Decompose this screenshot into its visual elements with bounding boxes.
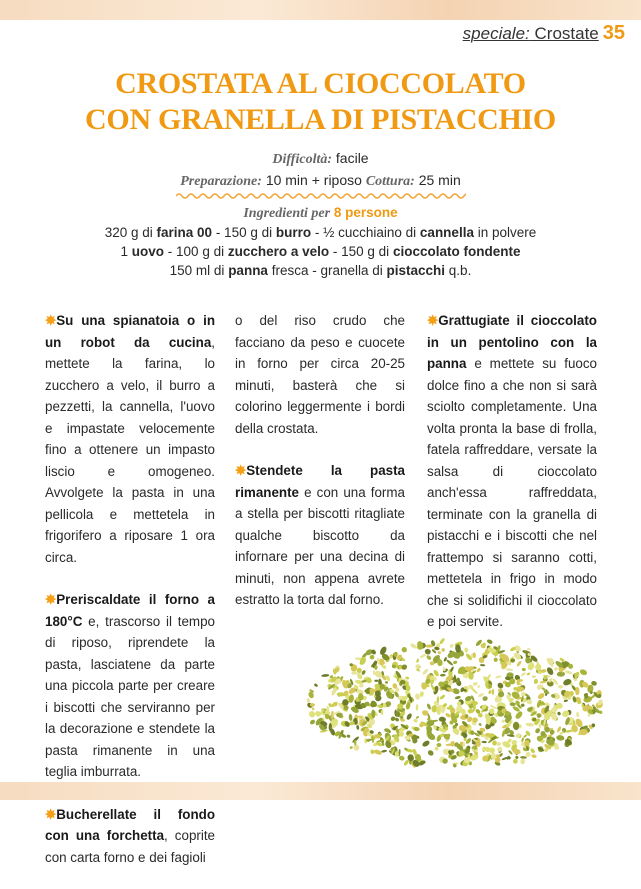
step-paragraph [45, 589, 215, 783]
ingredient-line [0, 242, 641, 261]
step-lead: Stendete la pasta rimanente [235, 463, 405, 500]
pistachio-crumb [564, 699, 569, 702]
ingredient-text: 320 g di [104, 225, 157, 240]
pistachio-crumb [537, 692, 546, 700]
pistachio-crumb [523, 734, 527, 738]
pistachio-crumb [531, 754, 537, 759]
pistachio-crumb [433, 669, 440, 677]
pistachio-crumb [480, 664, 485, 667]
pistachio-crumb [426, 703, 432, 710]
title-line-1: CROSTATA AL CIOCCOLATO [115, 67, 526, 100]
difficulty-value: facile [335, 150, 369, 166]
pistachio-crumb [369, 654, 375, 660]
pistachio-crumb [502, 719, 505, 723]
cook-label: Cottura: [365, 174, 415, 189]
pistachio-crumb [554, 667, 559, 672]
section-label: speciale: [462, 24, 530, 43]
star-bullet-icon: ✸ [427, 313, 439, 328]
pistachio-crumb [530, 748, 536, 754]
step-text: o del riso crudo che facciano da peso e cuocete in forno per circa 20-25 minuti, basterà che si colorino leggermente i bordi della crostata. [235, 313, 405, 436]
ingredients-label: Ingredienti per [243, 206, 331, 221]
pistachio-crumb [413, 719, 418, 723]
prep-label: Preparazione: [180, 174, 262, 189]
pistachio-crumb [536, 712, 542, 718]
page-number: 35 [602, 22, 625, 44]
step-paragraph [235, 310, 405, 439]
pistachio-crumb [546, 666, 555, 676]
pistachio-crumb [525, 722, 534, 727]
servings: 8 persone [333, 205, 398, 220]
pistachio-crumb [579, 668, 588, 676]
pistachio-crumb [458, 671, 466, 674]
ingredient-name: cannella [419, 225, 474, 240]
step-lead: Preriscaldate il forno a 180°C [45, 592, 215, 629]
pistachio-crumb [556, 726, 562, 733]
pistachio-crumb [370, 749, 375, 755]
pistachio-crumb [307, 698, 310, 703]
pistachio-crumb [419, 653, 427, 659]
pistachio-crumb [351, 671, 357, 675]
pistachio-crumb [477, 685, 481, 689]
pistachio-crumb [506, 668, 514, 671]
pistachio-crumb [557, 671, 566, 677]
star-bullet-icon: ✸ [45, 313, 57, 328]
pistachio-crumb [416, 704, 419, 711]
ingredients [0, 203, 641, 280]
pistachio-crumb [312, 707, 314, 710]
pistachio-crumb [416, 658, 420, 663]
step-text: e mettete su fuoco dolce fino a che non si sarà sciolto completamente. Una volta pronta la base di frolla, fatela raffreddare, versate la salsa di cioccolato anch'essa raffreddata, terminate con la granella di pistacchi e i biscotti che nel frattempo si saranno cotti, mettetela in frigo in modo che si solidifichi il cioccolato e poi servite. [427, 356, 597, 629]
pistachio-crumb [314, 683, 319, 688]
pistachio-crumb [576, 712, 579, 718]
step-text: , mettete la farina, lo zucchero a velo, il burro a pezzetti, la cannella, l'uovo e impastate velocemente fino a ottenere un impasto liscio e omogeneo. Avvolgete la pasta in una pellicola e mettetela in frigorifero a riposare 1 ora circa. [45, 334, 215, 565]
ingredient-lines [0, 223, 641, 280]
ingredient-text: - 100 g di [164, 244, 228, 259]
pistachio-crumb [520, 672, 526, 677]
pistachio-crumb [421, 739, 430, 747]
ingredient-name: pistacchi [386, 263, 446, 278]
ingredient-text: - 150 g di [212, 225, 276, 240]
pistachio-crumb [450, 741, 456, 748]
step-text: e con una forma a stella per biscotti ritagliate qualche biscotto da infornare per una decina di minuti, non appena avrete estratto la torta dal forno. [235, 484, 405, 607]
pistachio-crumb [346, 734, 350, 738]
ingredient-name: panna [228, 263, 268, 278]
pistachio-crumb [381, 750, 387, 753]
pistachio-crumb [496, 746, 503, 753]
pistachio-crumb [415, 716, 419, 720]
pistachio-crumb [410, 642, 418, 649]
pistachio-crumb [565, 670, 573, 675]
pistachio-crumb [482, 695, 489, 701]
pistachio-crumb [473, 682, 478, 686]
recipe-title [0, 66, 641, 138]
ingredient-text: fresca - granella di [267, 263, 387, 278]
pistachio-crumb [496, 742, 501, 747]
title-line-2: CON GRANELLA DI PISTACCHIO [85, 103, 556, 136]
pistachio-crumb [557, 711, 561, 716]
pistachio-crumb [477, 693, 484, 698]
pistachio-crumb [427, 749, 435, 757]
ingredient-name: uovo [131, 244, 165, 259]
pistachio-crumb [495, 675, 502, 679]
pistachio-crumb [540, 731, 545, 736]
pistachio-crumb [470, 687, 478, 695]
column-1 [45, 310, 215, 889]
step-lead: Su una spianatoia o in un robot da cucina [45, 313, 215, 350]
pistachio-crumb [401, 646, 409, 654]
pistachio-crumb [446, 659, 454, 666]
column-2 [235, 310, 405, 632]
pistachio-crumb [455, 695, 462, 699]
ingredient-text: - ½ cucchiaino di [311, 225, 420, 240]
pistachio-crumb [532, 676, 536, 678]
step-paragraph [45, 804, 215, 869]
top-decorative-band [0, 0, 641, 20]
pistachio-crumb [520, 758, 525, 764]
pistachio-crumb [439, 694, 446, 700]
pistachio-crumb [356, 725, 360, 730]
pistachio-crumb [443, 657, 447, 662]
pistachio-crumb [385, 681, 388, 684]
pistachio-crumb [491, 740, 497, 746]
step-text: e, trascorso il tempo di riposo, riprendete la pasta, lasciatene da parte una piccola parte per creare i biscotti che serviranno per la decorazione e stendete la pasta rimanente in una teglia imburrata. [45, 613, 215, 779]
pistachio-crumb [314, 710, 322, 718]
pistachio-crumb [359, 656, 368, 666]
star-bullet-icon: ✸ [235, 463, 247, 478]
section-name: Crostate [534, 24, 599, 43]
recipe-meta [0, 148, 641, 200]
pistachio-crumb [516, 660, 522, 667]
ingredient-text: q.b. [445, 263, 472, 278]
pistachio-crumb [513, 722, 519, 731]
pistachio-crumb [525, 657, 531, 664]
pistachio-crumb [488, 690, 492, 695]
pistachio-crumb [478, 722, 482, 726]
pistachio-crumb [533, 678, 538, 684]
pistachio-crumb [493, 657, 499, 663]
pistachio-crumb [575, 687, 579, 696]
pistachio-crumb [476, 667, 481, 673]
pistachio-crumb [558, 685, 563, 689]
pistachio-crumb [401, 663, 409, 670]
pistachio-crumb [373, 749, 382, 756]
step-paragraph [235, 460, 405, 611]
star-bullet-icon: ✸ [45, 592, 57, 607]
pistachio-crumb [308, 710, 316, 719]
cook-value: 25 min [418, 172, 461, 188]
column-3 [427, 310, 597, 654]
ingredient-name: farina 00 [156, 225, 213, 240]
pistachio-crumb [534, 727, 541, 734]
pistachio-crumb [492, 689, 494, 695]
pistachio-crumb [521, 737, 525, 742]
pistachio-crumb [520, 756, 527, 759]
step-paragraph [45, 310, 215, 568]
ingredient-text: 1 [120, 244, 132, 259]
pistachio-crumb [453, 660, 458, 665]
pistachio-crumb [353, 744, 360, 752]
pistachio-crumb [348, 714, 352, 721]
ingredient-line [0, 223, 641, 242]
page-header [463, 22, 625, 45]
pistachio-crumb [374, 680, 378, 682]
step-lead: Grattugiate il cioccolato in un pentolino con la panna [427, 313, 597, 371]
pistachio-crumb [579, 729, 588, 735]
pistachio-crumb [445, 712, 452, 718]
ingredient-name: zucchero a velo [227, 244, 330, 259]
difficulty-label: Difficoltà: [272, 152, 333, 167]
pistachio-crumb [512, 758, 518, 764]
pistachio-crumb [481, 741, 487, 743]
pistachio-crumb [420, 691, 424, 697]
pistachio-crumb [522, 668, 526, 672]
ingredient-text: 150 ml di [169, 263, 229, 278]
pistachio-crumb [436, 743, 441, 747]
ingredient-name: burro [275, 225, 312, 240]
step-lead: Bucherellate il fondo con una forchetta [45, 806, 215, 843]
pistachio-crumb [556, 735, 565, 741]
pistachio-crumb [439, 716, 446, 722]
pistachio-crumb [349, 746, 353, 749]
pistachio-crumb [416, 668, 420, 672]
pistachio-crumb [321, 674, 329, 677]
pistachio-crumb [514, 710, 524, 720]
ingredient-text: in polvere [473, 225, 537, 240]
ingredient-text: - 150 g di [329, 244, 393, 259]
wave-divider [176, 192, 466, 200]
ingredient-line [0, 261, 641, 280]
pistachio-crumb [426, 654, 432, 660]
pistachio-crumb [440, 674, 446, 677]
ingredient-name: cioccolato fondente [392, 244, 521, 259]
prep-value: 10 min + riposo [265, 172, 362, 188]
pistachio-crumb [509, 702, 515, 706]
step-text: , coprite con carta forno e dei fagioli [45, 828, 216, 865]
pistachio-crumb [309, 719, 316, 726]
step-paragraph [427, 310, 597, 633]
pistachio-crumb [422, 668, 429, 676]
pistachio-crumb [406, 712, 413, 720]
star-bullet-icon: ✸ [45, 806, 57, 822]
pistachio-crumb [526, 672, 530, 676]
pistachio-crumb [513, 687, 517, 691]
